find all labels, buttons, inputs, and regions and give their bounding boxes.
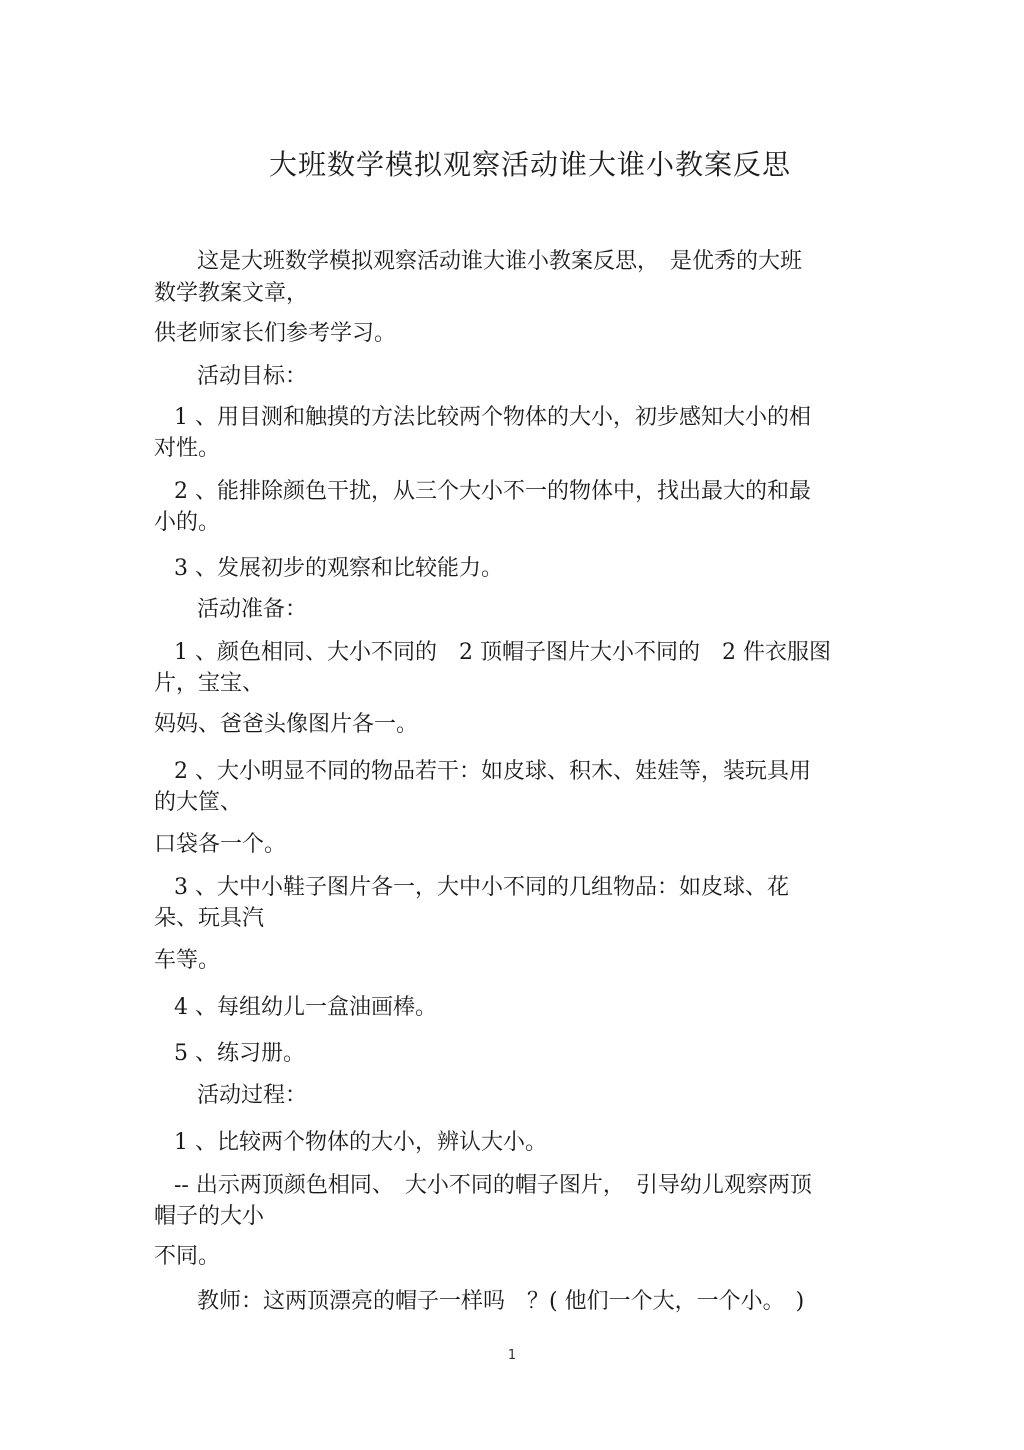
list-item-continuation: 小的。 [154, 510, 221, 535]
paragraph-line: 车等。 [154, 948, 221, 973]
list-item: 1 、颜色相同、大小不同的 2 顶帽子图片大小不同的 2 件衣服图 [174, 640, 831, 665]
list-item: 4 、每组幼儿一盒油画棒。 [174, 995, 437, 1020]
list-item: 3 、发展初步的观察和比较能力。 [174, 556, 503, 581]
list-item: 1 、比较两个物体的大小，辨认大小。 [174, 1130, 547, 1155]
paragraph-line: 妈妈、爸爸头像图片各一。 [154, 712, 419, 737]
list-item-continuation: 朵、玩具汽 [154, 906, 265, 931]
document-title: 大班数学模拟观察活动谁大谁小教案反思 [268, 148, 791, 181]
list-item-continuation: 片，宝宝、 [154, 671, 265, 696]
list-item-continuation: 的大筐、 [154, 790, 243, 815]
list-item: -- 出示两顶颜色相同、 大小不同的帽子图片， 引导幼儿观察两顶 [174, 1173, 812, 1198]
list-item: 5 、练习册。 [174, 1041, 305, 1066]
paragraph-line: 教师：这两顶漂亮的帽子一样吗 ？( 他们一个大，一个小。 ) [197, 1289, 805, 1314]
paragraph-line: 数学教案文章， [154, 281, 309, 306]
paragraph-line: 口袋各一个。 [154, 832, 287, 857]
list-item: 3 、大中小鞋子图片各一，大中小不同的几组物品：如皮球、花 [174, 875, 789, 900]
paragraph-line: 供老师家长们参考学习。 [154, 321, 397, 346]
section-heading-goals: 活动目标： [197, 364, 308, 389]
list-item: 2 、能排除颜色干扰，从三个大小不一的物体中，找出最大的和最 [174, 479, 811, 504]
list-item-continuation: 对性。 [154, 436, 221, 461]
section-heading-process: 活动过程： [197, 1083, 308, 1108]
page-number: 1 [507, 1348, 517, 1363]
paragraph-line: 不同。 [154, 1244, 221, 1269]
list-item-continuation: 帽子的大小 [154, 1204, 265, 1229]
paragraph-line: 这是大班数学模拟观察活动谁大谁小教案反思， 是优秀的大班 [197, 249, 803, 274]
section-heading-preparation: 活动准备： [197, 597, 308, 622]
list-item: 1 、用目测和触摸的方法比较两个物体的大小，初步感知大小的相 [174, 405, 811, 430]
list-item: 2 、大小明显不同的物品若干：如皮球、积木、娃娃等，装玩具用 [174, 759, 811, 784]
